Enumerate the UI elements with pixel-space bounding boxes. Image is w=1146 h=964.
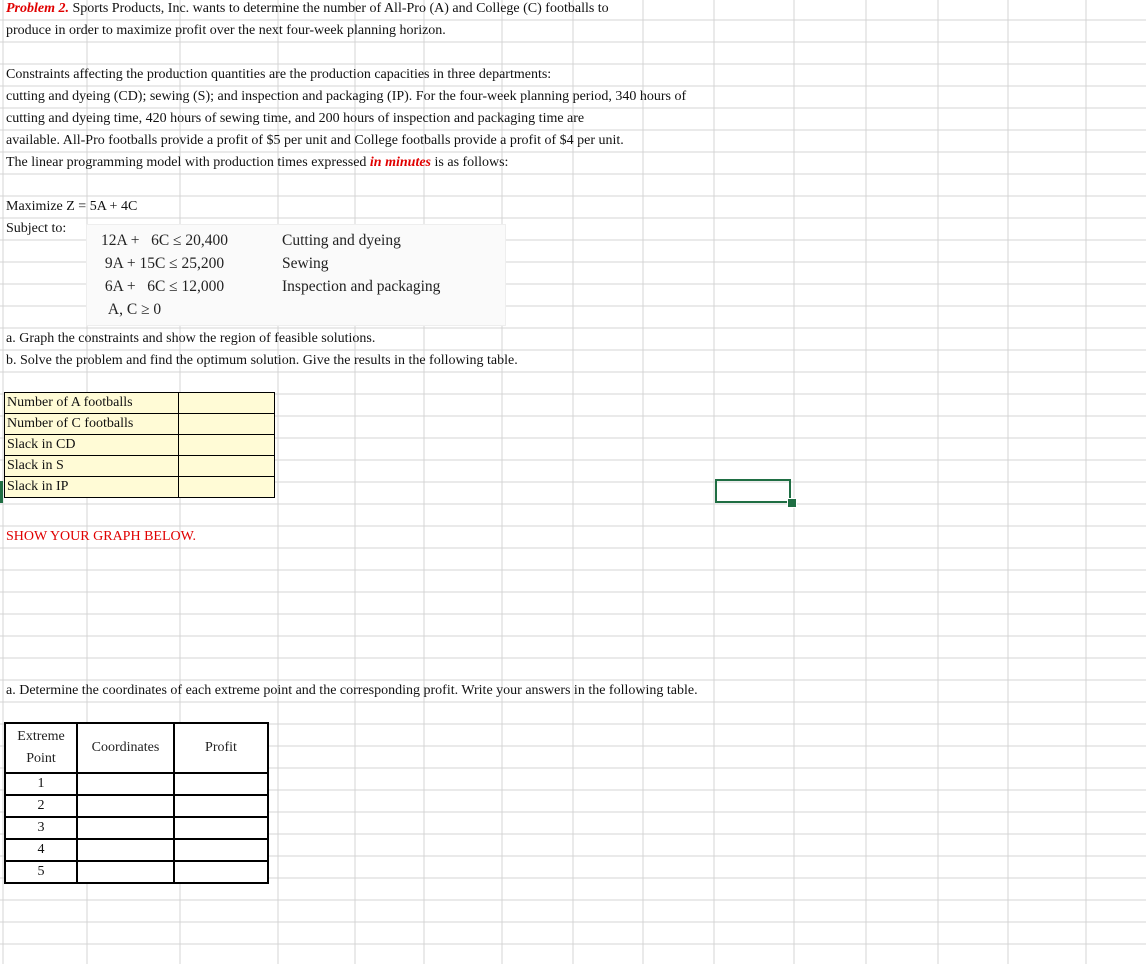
profit-cell[interactable] xyxy=(174,773,268,795)
results-table xyxy=(4,392,275,498)
results-value-cell[interactable] xyxy=(179,414,275,435)
table-row xyxy=(5,414,275,435)
problem-intro-line1 xyxy=(6,0,609,18)
point-number: 3 xyxy=(5,817,77,839)
results-value-cell[interactable] xyxy=(179,393,275,414)
coordinates-cell[interactable] xyxy=(77,773,174,795)
table-row xyxy=(5,477,275,498)
problem-intro-text: Sports Products, Inc. wants to determine the number of All-Pro (A) and College (C) footballs to xyxy=(69,1,609,16)
constraint-expr-cd: 12A + 6C ≤ 20,400 xyxy=(101,232,229,249)
coordinates-cell[interactable] xyxy=(77,839,174,861)
constraints-line-4: available. All-Pro footballs provide a profit of $5 per unit and College footballs provide a profit of $4 per unit. xyxy=(6,133,624,148)
model-intro-before: The linear programming model with production times expressed xyxy=(6,155,370,170)
profit-cell[interactable] xyxy=(174,839,268,861)
constraint-expr-s: 9A + 15C ≤ 25,200 xyxy=(101,255,225,272)
model-intro-emphasis: in minutes xyxy=(369,155,432,170)
table-row xyxy=(5,435,275,456)
results-label: Slack in CD xyxy=(5,435,179,456)
table-row xyxy=(5,456,275,477)
constraints-line-3: cutting and dyeing time, 420 hours of sewing time, and 200 hours of inspection and packaging time are xyxy=(6,111,585,126)
objective-function: Maximize Z = 5A + 4C xyxy=(6,199,138,214)
header-extreme: Extreme xyxy=(17,729,65,744)
constraint-expr-nonneg: A, C ≥ 0 xyxy=(101,301,162,318)
constraints-line-1: Constraints affecting the production quantities are the production capacities in three departments: xyxy=(6,67,552,82)
coordinates-cell[interactable] xyxy=(77,795,174,817)
coordinates-cell[interactable] xyxy=(77,817,174,839)
results-label: Slack in S xyxy=(5,456,179,477)
point-number: 5 xyxy=(5,861,77,883)
extreme-question: a. Determine the coordinates of each extreme point and the corresponding profit. Write your answers in the following table. xyxy=(6,683,698,698)
table-row xyxy=(5,773,268,795)
header-coordinates: Coordinates xyxy=(77,723,174,773)
table-row xyxy=(5,393,275,414)
profit-cell[interactable] xyxy=(174,817,268,839)
subject-to-label: Subject to: xyxy=(6,221,67,236)
constraint-desc-s: Sewing xyxy=(282,255,329,272)
model-intro-after: is as follows: xyxy=(431,155,509,170)
profit-cell[interactable] xyxy=(174,795,268,817)
results-label: Slack in IP xyxy=(5,477,179,498)
constraint-desc-ip: Inspection and packaging xyxy=(282,278,441,295)
table-row xyxy=(5,861,268,883)
constraint-expr-ip: 6A + 6C ≤ 12,000 xyxy=(101,278,225,295)
results-value-cell[interactable] xyxy=(179,456,275,477)
results-label: Number of C footballs xyxy=(5,414,179,435)
point-number: 1 xyxy=(5,773,77,795)
problem-intro-line2: produce in order to maximize profit over the next four-week planning horizon. xyxy=(6,23,446,38)
selected-cell[interactable] xyxy=(715,479,791,503)
header-extreme-point xyxy=(5,723,77,773)
question-b: b. Solve the problem and find the optimum solution. Give the results in the following table. xyxy=(6,353,518,368)
problem-label: Problem 2. xyxy=(6,1,69,16)
results-value-cell[interactable] xyxy=(179,477,275,498)
constraints-line-2: cutting and dyeing (CD); sewing (S); and inspection and packaging (IP). For the four-week planning period, 340 hours of xyxy=(6,89,687,104)
table-row xyxy=(5,795,268,817)
coordinates-cell[interactable] xyxy=(77,861,174,883)
table-row xyxy=(5,817,268,839)
model-intro xyxy=(6,154,508,172)
point-number: 2 xyxy=(5,795,77,817)
question-a: a. Graph the constraints and show the region of feasible solutions. xyxy=(6,331,376,346)
results-label: Number of A footballs xyxy=(5,393,179,414)
point-number: 4 xyxy=(5,839,77,861)
graph-prompt: SHOW YOUR GRAPH BELOW. xyxy=(6,529,197,544)
table-header-row xyxy=(5,723,268,773)
profit-cell[interactable] xyxy=(174,861,268,883)
fill-handle[interactable] xyxy=(787,498,797,508)
results-value-cell[interactable] xyxy=(179,435,275,456)
header-point: Point xyxy=(26,751,56,766)
row-selection-indicator xyxy=(0,481,3,503)
header-profit: Profit xyxy=(174,723,268,773)
extreme-point-table xyxy=(4,722,269,884)
constraint-desc-cd: Cutting and dyeing xyxy=(282,232,401,249)
table-row xyxy=(5,839,268,861)
